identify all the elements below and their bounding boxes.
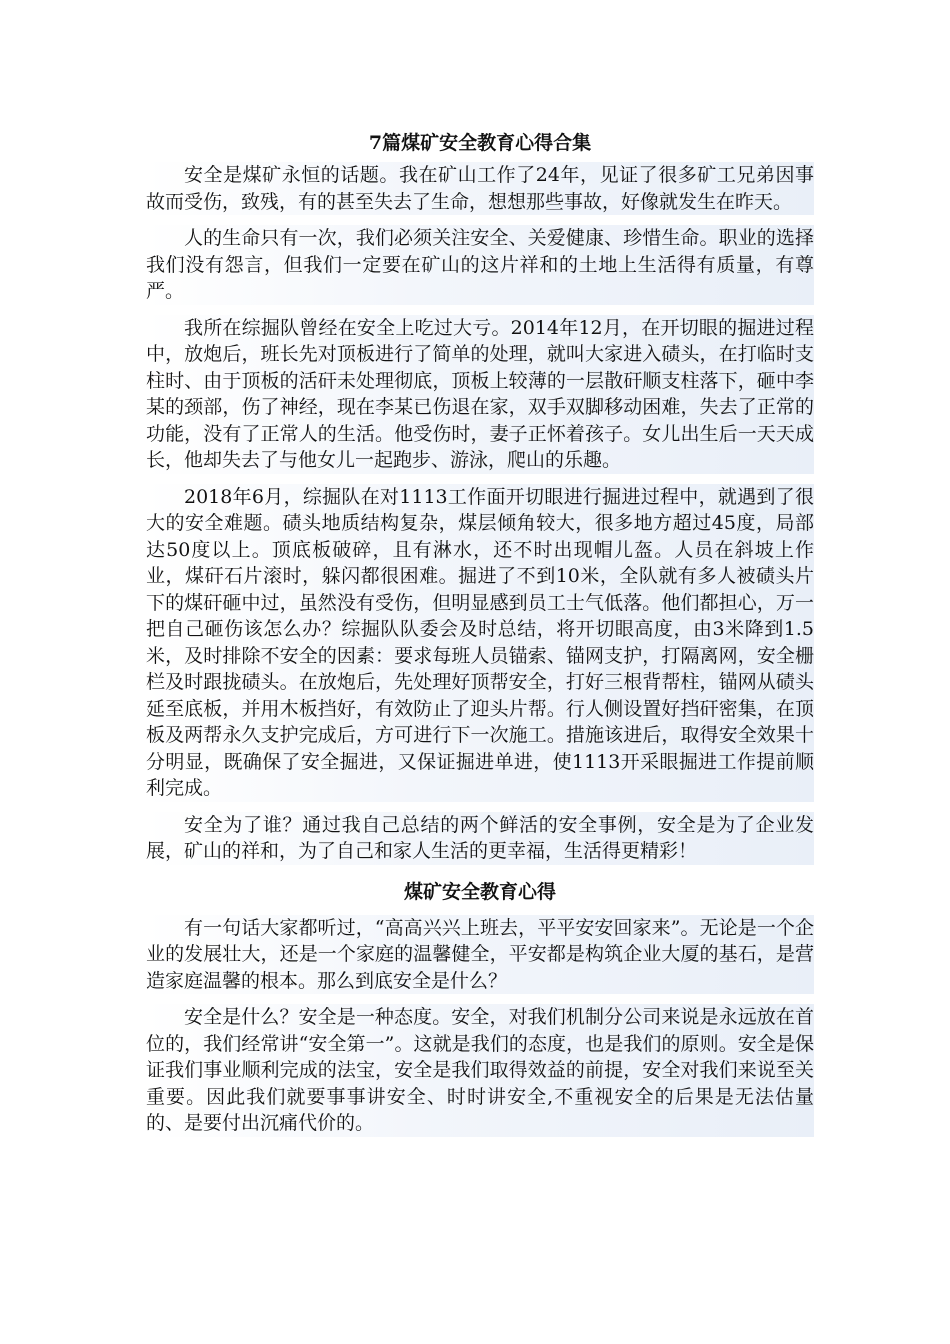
paragraph: 有一句话大家都听过，“高高兴兴上班去，平平安安回家来”。无论是一个企业的发展壮大，还是一个家庭的温馨健全，平安都是构筑企业大厦的基石，是营造家庭温馨的根本。那么到底安全是什么？ bbox=[146, 915, 814, 995]
paragraph: 2018年6月，综掘队在对1113工作面开切眼进行掘进过程中，就遇到了很大的安全难题。碛头地质结构复杂，煤层倾角较大，很多地方超过45度，局部达50度以上。顶底板破碎，且有淋水，还不时出现帽儿盔。人员在斜坡上作业，煤矸石片滚时，躲闪都很困难。掘进了不到10米，全队就有多人被碛头片下的煤矸砸中过，虽然没有受伤，但明显感到员工士气低落。他们都担心，万一把自己砸伤该怎么办？综掘队队委会及时总结，将开切眼高度，由3米降到1.5米，及时排除不安全的因素：要求每班人员锚索、锚网支护，打隔离网，安全栅栏及时跟拢碛头。在放炮后，先处理好顶帮安全，打好三根背帮柱，锚网从碛头延至底板，并用木板挡好，有效防止了迎头片帮。行人侧设置好挡矸密集，在顶板及两帮永久支护完成后，方可进行下一次施工。措施该进后，取得安全效果十分明显，既确保了安全掘进，又保证掘进单进，使1113开采眼掘进工作提前顺利完成。 bbox=[146, 484, 814, 802]
paragraph: 安全为了谁？通过我自己总结的两个鲜活的安全事例，安全是为了企业发展，矿山的祥和，为了自己和家人生活的更幸福，生活得更精彩！ bbox=[146, 812, 814, 865]
document-body bbox=[146, 128, 814, 1147]
document-title: 7篇煤矿安全教育心得合集 bbox=[368, 132, 592, 154]
section-title: 煤矿安全教育心得 bbox=[403, 880, 556, 903]
paragraph: 安全是煤矿永恒的话题。我在矿山工作了24年，见证了很多矿工兄弟因事故而受伤，致残，有的甚至失去了生命，想想那些事故，好像就发生在昨天。 bbox=[146, 162, 814, 215]
paragraph: 人的生命只有一次，我们必须关注安全、关爱健康、珍惜生命。职业的选择我们没有怨言，但我们一定要在矿山的这片祥和的土地上生活得有质量，有尊严。 bbox=[146, 225, 814, 305]
paragraph: 安全是什么？安全是一种态度。安全，对我们机制分公司来说是永远放在首位的，我们经常讲“安全第一”。这就是我们的态度，也是我们的原则。安全是保证我们事业顺利完成的法宝，安全是我们取得效益的前提，安全对我们来说至关重要。因此我们就要事事讲安全、时时讲安全,不重视安全的后果是无法估量的、是要付出沉痛代价的。 bbox=[146, 1004, 814, 1137]
paragraph: 我所在综掘队曾经在安全上吃过大亏。2014年12月，在开切眼的掘进过程中，放炮后，班长先对顶板进行了简单的处理，就叫大家进入碛头，在打临时支柱时、由于顶板的活矸未处理彻底，顶板上较薄的一层散矸顺支柱落下，砸中李某的颈部，伤了神经，现在李某已伤退在家，双手双脚移动困难，失去了正常的功能，没有了正常人的生活。他受伤时，妻子正怀着孩子。女儿出生后一天天成长，他却失去了与他女儿一起跑步、游泳，爬山的乐趣。 bbox=[146, 315, 814, 474]
